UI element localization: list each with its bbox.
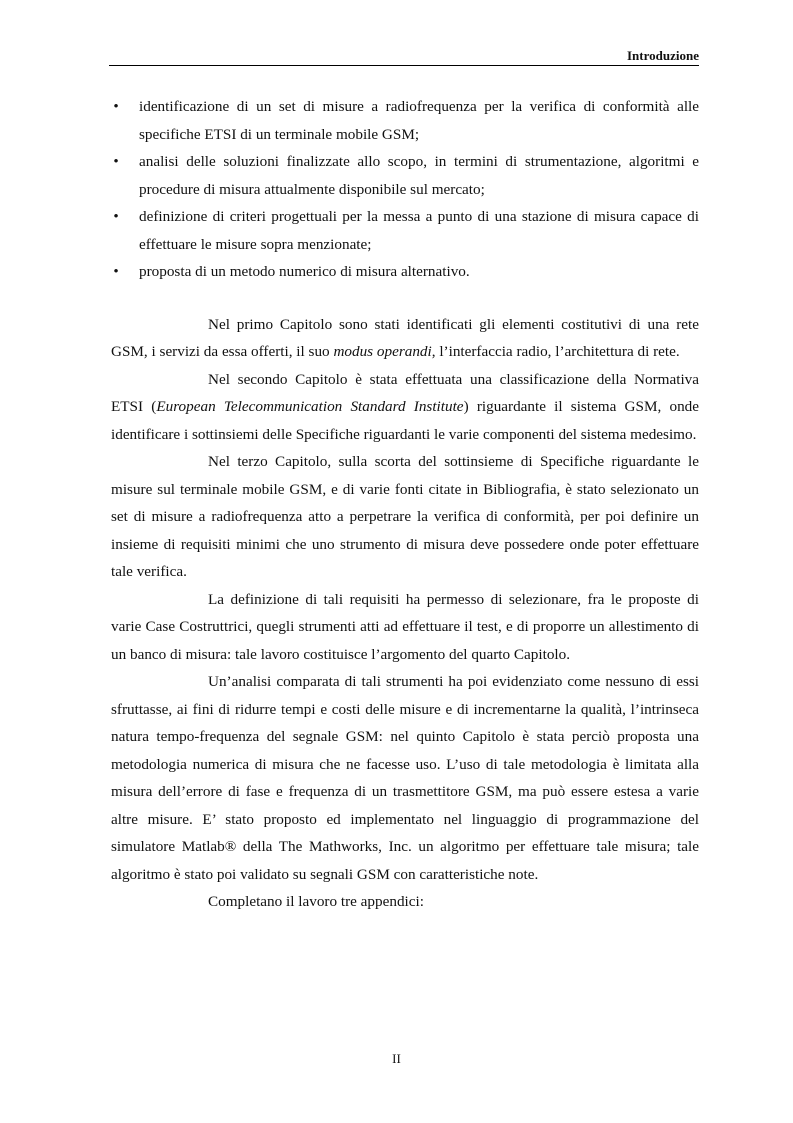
list-item (111, 203, 699, 258)
list-item-text: identificazione di un set di misure a radiofrequenza per la verifica di conformità alle specifiche ETSI di un terminale mobile GSM; (139, 98, 699, 143)
paragraph-text: ) riguardante il sistema GSM, onde identificare i sottinsiemi delle Specifiche riguardanti le varie componenti del sistema medesimo. (111, 398, 699, 443)
list-item (111, 93, 699, 148)
running-header (109, 48, 699, 66)
header-title: Introduzione (627, 48, 699, 63)
paragraph-chapter-3: Nel terzo Capitolo, sulla scorta del sottinsieme di Specifiche riguardante le misure sul terminale mobile GSM, e di varie fonti citate in Bibliografia, è stato selezionato un set di misure a radiofrequenza atto a perpetrare la verifica di conformità, per poi definire un insieme di requisiti minimi che uno strumento di misura deve possedere onde poter effettuare tale verifica. (111, 453, 699, 580)
paragraph-chapter-1 (111, 311, 699, 366)
bullet-icon: • (113, 153, 119, 170)
list-item-text: analisi delle soluzioni finalizzate allo scopo, in termini di strumentazione, algoritmi e procedure di misura attualmente disponibile sul mercato; (139, 153, 699, 198)
paragraph-text: , l’interfaccia radio, l’architettura di rete. (431, 343, 680, 360)
paragraph-chapter-4: La definizione di tali requisiti ha permesso di selezionare, fra le proposte di varie Case Costruttrici, quegli strumenti atti ad effettuare il test, e di proporre un allestimento di un banco di misura: tale lavoro costituisce l’argomento del quarto Capitolo. (111, 590, 699, 663)
page-number: II (392, 1051, 401, 1066)
paragraph-text: Nel primo Capitolo sono stati identificati gli elementi costitutivi di una rete GSM, i servizi da essa offerti, il suo (111, 315, 699, 360)
emphasis-text: modus operandi (333, 343, 432, 360)
bullet-icon: • (113, 208, 119, 225)
paragraph-chapter-2 (111, 366, 699, 449)
paragraph-text: Nel secondo Capitolo è stata effettuata una classificazione della Normativa ETSI ( (111, 370, 699, 415)
list-item (111, 148, 699, 203)
page-body (111, 93, 699, 916)
bullet-icon: • (113, 263, 119, 280)
list-item (111, 258, 699, 286)
list-item-text: proposta di un metodo numerico di misura alternativo. (139, 263, 470, 280)
chapter-summary (111, 311, 699, 916)
objectives-list (111, 93, 699, 286)
paragraph-appendices: Completano il lavoro tre appendici: (208, 893, 424, 910)
bullet-icon: • (113, 98, 119, 115)
emphasis-text: European Telecommunication Standard Institute (156, 398, 464, 415)
paragraph-chapter-5: Un’analisi comparata di tali strumenti ha poi evidenziato come nessuno di essi sfruttasse, ai fini di ridurre tempi e costi delle misure e di incrementarne la qualità, l’intrinseca natura tempo-frequenza del segnale GSM: nel quinto Capitolo è stata perciò proposta una metodologia numerica di misura che ne facesse uso. L’uso di tale metodologia è limitata alla misura dell’errore di fase e frequenza di un trasmettitore GSM, ma può essere estesa a varie altre misure. E’ stato proposto ed implementato nel linguaggio di programmazione del simulatore Matlab® della The Mathworks, Inc. un algoritmo per effettuare tale misura; tale algoritmo è stato poi validato su segnali GSM con caratteristiche note. (111, 673, 699, 883)
list-item-text: definizione di criteri progettuali per la messa a punto di una stazione di misura capace di effettuare le misure sopra menzionate; (139, 208, 699, 253)
